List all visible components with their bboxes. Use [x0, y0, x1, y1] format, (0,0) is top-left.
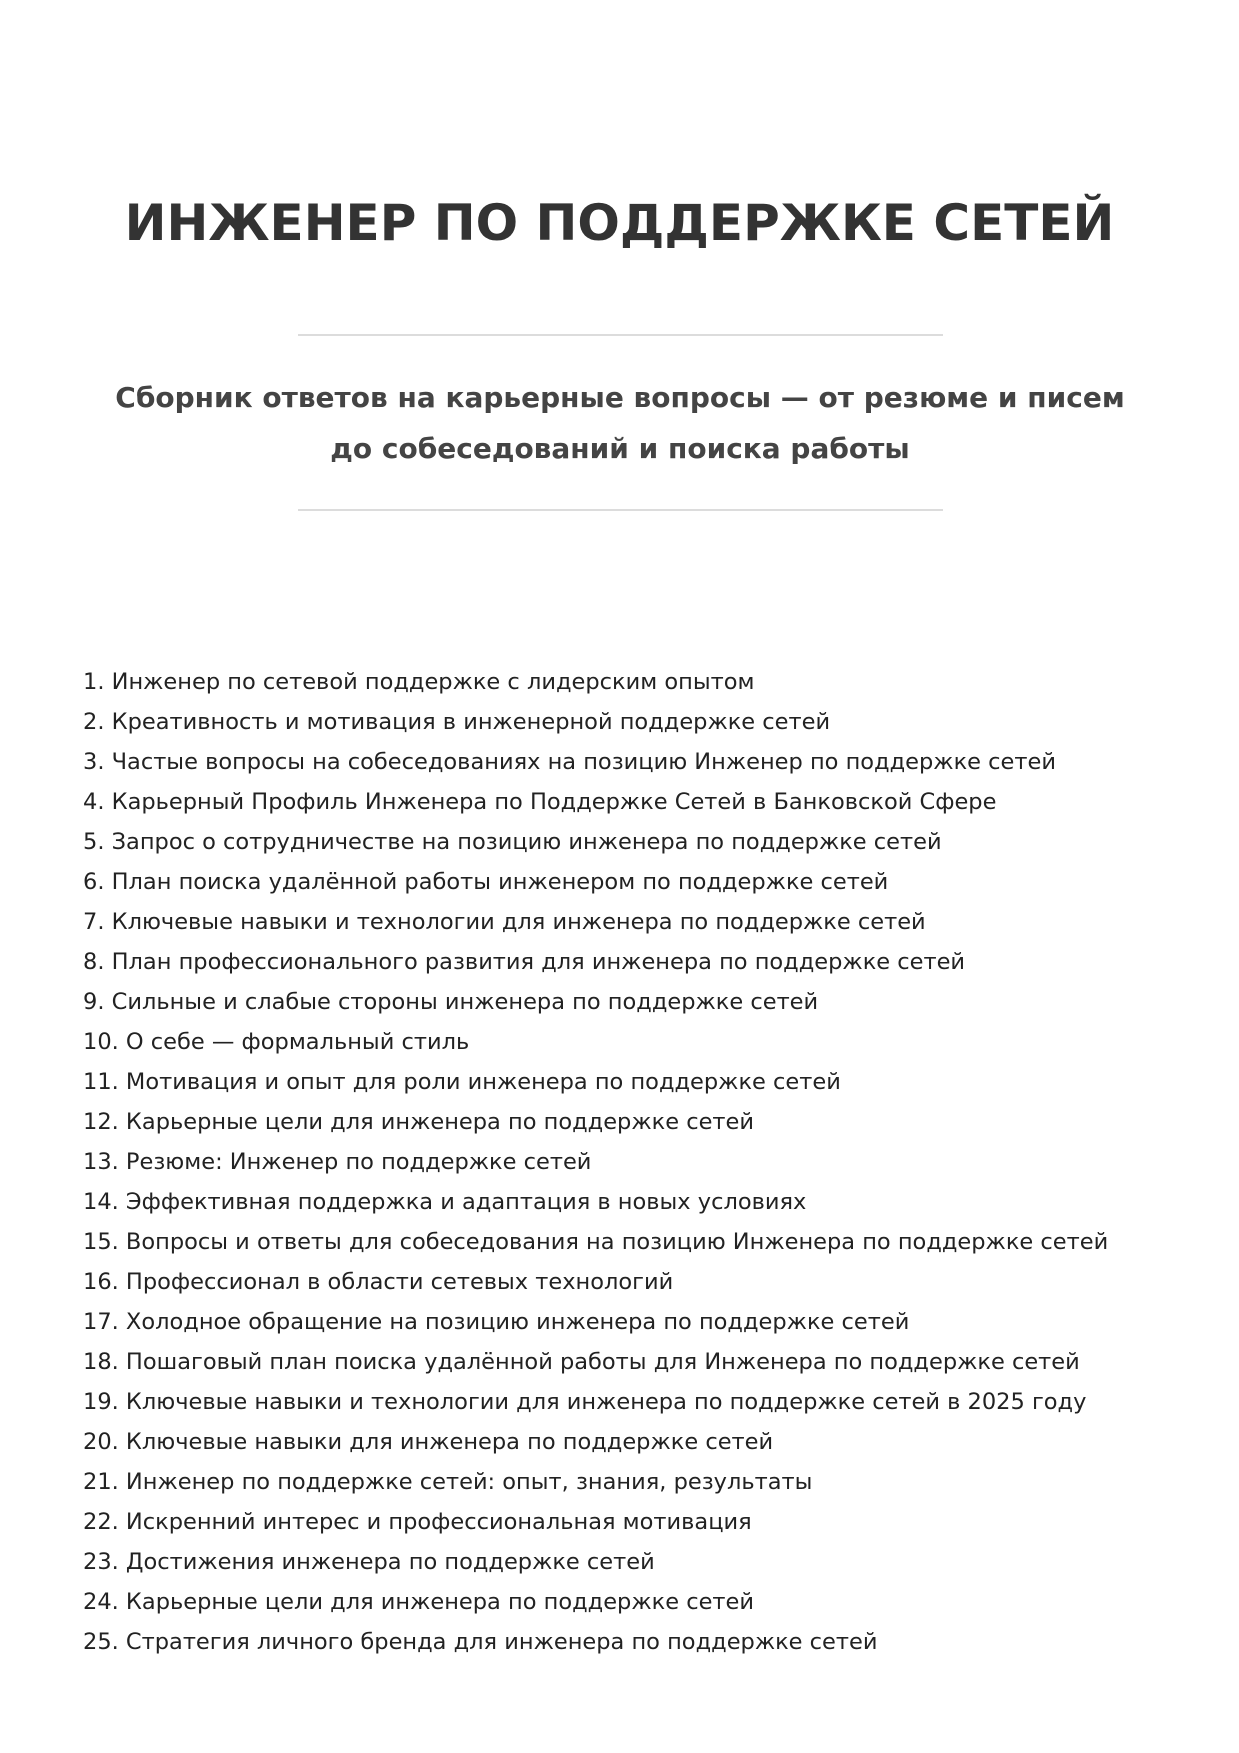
- toc-item[interactable]: 24. Карьерные цели для инженера по поддержке сетей: [83, 1589, 754, 1615]
- toc-item[interactable]: 1. Инженер по сетевой поддержке с лидерским опытом: [83, 669, 755, 695]
- toc-item[interactable]: 22. Искренний интерес и профессиональная мотивация: [83, 1509, 752, 1535]
- toc-item[interactable]: 15. Вопросы и ответы для собеседования на позицию Инженера по поддержке сетей: [83, 1229, 1109, 1255]
- table-of-contents: [83, 662, 1163, 1662]
- toc-item[interactable]: 16. Профессионал в области сетевых технологий: [83, 1269, 674, 1295]
- toc-item[interactable]: 25. Стратегия личного бренда для инженера по поддержке сетей: [83, 1629, 878, 1655]
- bottom-divider: [298, 509, 943, 511]
- toc-item[interactable]: 12. Карьерные цели для инженера по поддержке сетей: [83, 1109, 754, 1135]
- page-subtitle: Сборник ответов на карьерные вопросы — от резюме и писем до собеседований и поиска работы: [115, 381, 1125, 465]
- toc-item[interactable]: 14. Эффективная поддержка и адаптация в новых условиях: [83, 1189, 807, 1215]
- toc-item[interactable]: 19. Ключевые навыки и технологии для инженера по поддержке сетей в 2025 году: [83, 1389, 1087, 1415]
- toc-item[interactable]: 2. Креативность и мотивация в инженерной поддержке сетей: [83, 709, 831, 735]
- toc-item[interactable]: 4. Карьерный Профиль Инженера по Поддержке Сетей в Банковской Сфере: [83, 789, 997, 815]
- toc-item[interactable]: 9. Сильные и слабые стороны инженера по поддержке сетей: [83, 989, 819, 1015]
- toc-item[interactable]: 10. О себе — формальный стиль: [83, 1029, 470, 1055]
- toc-item[interactable]: 20. Ключевые навыки для инженера по поддержке сетей: [83, 1429, 774, 1455]
- toc-item[interactable]: 7. Ключевые навыки и технологии для инженера по поддержке сетей: [83, 909, 926, 935]
- toc-item[interactable]: 18. Пошаговый план поиска удалённой работы для Инженера по поддержке сетей: [83, 1349, 1080, 1375]
- toc-item[interactable]: 23. Достижения инженера по поддержке сетей: [83, 1549, 655, 1575]
- toc-item[interactable]: 11. Мотивация и опыт для роли инженера по поддержке сетей: [83, 1069, 841, 1095]
- toc-item[interactable]: 17. Холодное обращение на позицию инженера по поддержке сетей: [83, 1309, 910, 1335]
- toc-item[interactable]: 5. Запрос о сотрудничестве на позицию инженера по поддержке сетей: [83, 829, 942, 855]
- toc-item[interactable]: 21. Инженер по поддержке сетей: опыт, знания, результаты: [83, 1469, 813, 1495]
- toc-item[interactable]: 3. Частые вопросы на собеседованиях на позицию Инженер по поддержке сетей: [83, 749, 1056, 775]
- top-divider: [298, 334, 943, 336]
- page-title: ИНЖЕНЕР ПО ПОДДЕРЖКЕ СЕТЕЙ: [124, 194, 1115, 252]
- toc-item[interactable]: 6. План поиска удалённой работы инженером по поддержке сетей: [83, 869, 889, 895]
- toc-item[interactable]: 13. Резюме: Инженер по поддержке сетей: [83, 1149, 592, 1175]
- toc-item[interactable]: 8. План профессионального развития для инженера по поддержке сетей: [83, 949, 966, 975]
